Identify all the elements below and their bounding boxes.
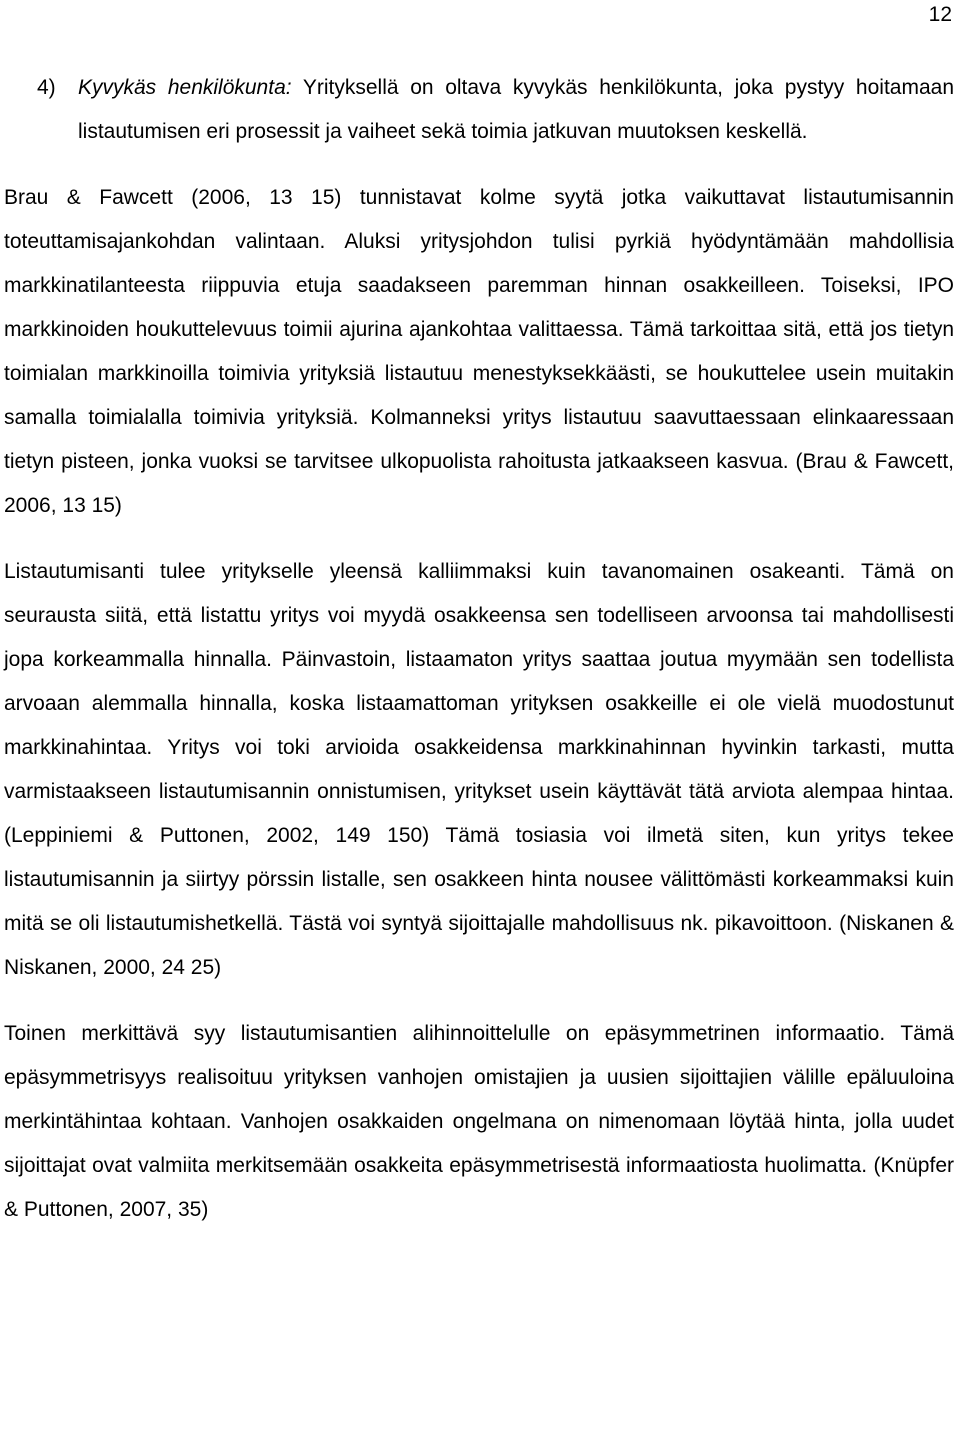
- page-number: 12: [928, 3, 952, 26]
- list-item-body: [78, 66, 954, 154]
- list-item-term: Kyvykäs henkilökunta:: [78, 76, 292, 99]
- list-item: [4, 66, 954, 154]
- paragraph: Toinen merkittävä syy listautumisantien alihinnoittelulle on epäsymmetrinen informaatio. Tämä epäsymmetrisyys realisoituu yrityksen vanhojen omistajien ja uusien sijoittajien välille epäluuloina merkintähintaa kohtaan. Vanhojen osakkaiden ongelmana on nimenomaan löytää hinta, jolla uudet sijoittajat ovat valmiita merkitsemään osakkeita epäsymmetrisestä informaatiosta huolimatta. (Knüpfer & Puttonen, 2007, 35): [4, 1022, 954, 1221]
- paragraph: Brau & Fawcett (2006, 13 15) tunnistavat kolme syytä jotka vaikuttavat listautumisannin toteuttamisajankohdan valintaan. Aluksi yritysjohdon tulisi pyrkiä hyödyntämään mahdollisia markkinatilanteesta riippuvia etuja saadakseen paremman hinnan osakkeilleen. Toiseksi, IPO markkinoiden houkuttelevuus toimii ajurina ajankohtaa valittaessa. Tämä tarkoittaa sitä, että jos tietyn toimialan markkinoilla toimivia yrityksiä listautuu menestyksekkäästi, se houkuttelee usein muitakin samalla toimialalla toimivia yrityksiä. Kolmanneksi yritys listautuu saavuttaessaan elinkaaressaan tietyn pisteen, jonka vuoksi se tarvitsee ulkopuolista rahoitusta jatkaakseen kasvua. (Brau & Fawcett, 2006, 13 15): [4, 186, 954, 517]
- list-item-text: Yrityksellä on oltava kyvykäs henkilökunta, joka pystyy hoitamaan listautumisen eri prosessit ja vaiheet sekä toimia jatkuvan muutoksen keskellä.: [78, 76, 955, 143]
- document-body: [4, 66, 954, 1232]
- list-marker: 4): [37, 76, 56, 99]
- paragraph: Listautumisanti tulee yritykselle yleensä kalliimmaksi kuin tavanomainen osakeanti. Tämä on seurausta siitä, että listattu yritys voi myydä osakkeensa sen todelliseen arvoonsa tai mahdollisesti jopa korkeammalla hinnalla. Päinvastoin, listaamaton yritys saattaa joutua myymään sen todellista arvoaan alemmalla hinnalla, koska listaamattoman yrityksen osakkeille ei ole vielä muodostunut markkinahintaa. Yritys voi toki arvioida osakkeidensa markkinahinnan hyvinkin tarkasti, mutta varmistaakseen listautumisannin onnistumisen, yritykset usein käyttävät tätä arviota alempaa hintaa. (Leppiniemi & Puttonen, 2002, 149 150) Tämä tosiasia voi ilmetä siten, kun yritys tekee listautumisannin ja siirtyy pörssin listalle, sen osakkeen hinta nousee välittömästi korkeammaksi kuin mitä se oli listautumishetkellä. Tästä voi syntyä sijoittajalle mahdollisuus nk. pikavoittoon. (Niskanen & Niskanen, 2000, 24 25): [4, 560, 954, 979]
